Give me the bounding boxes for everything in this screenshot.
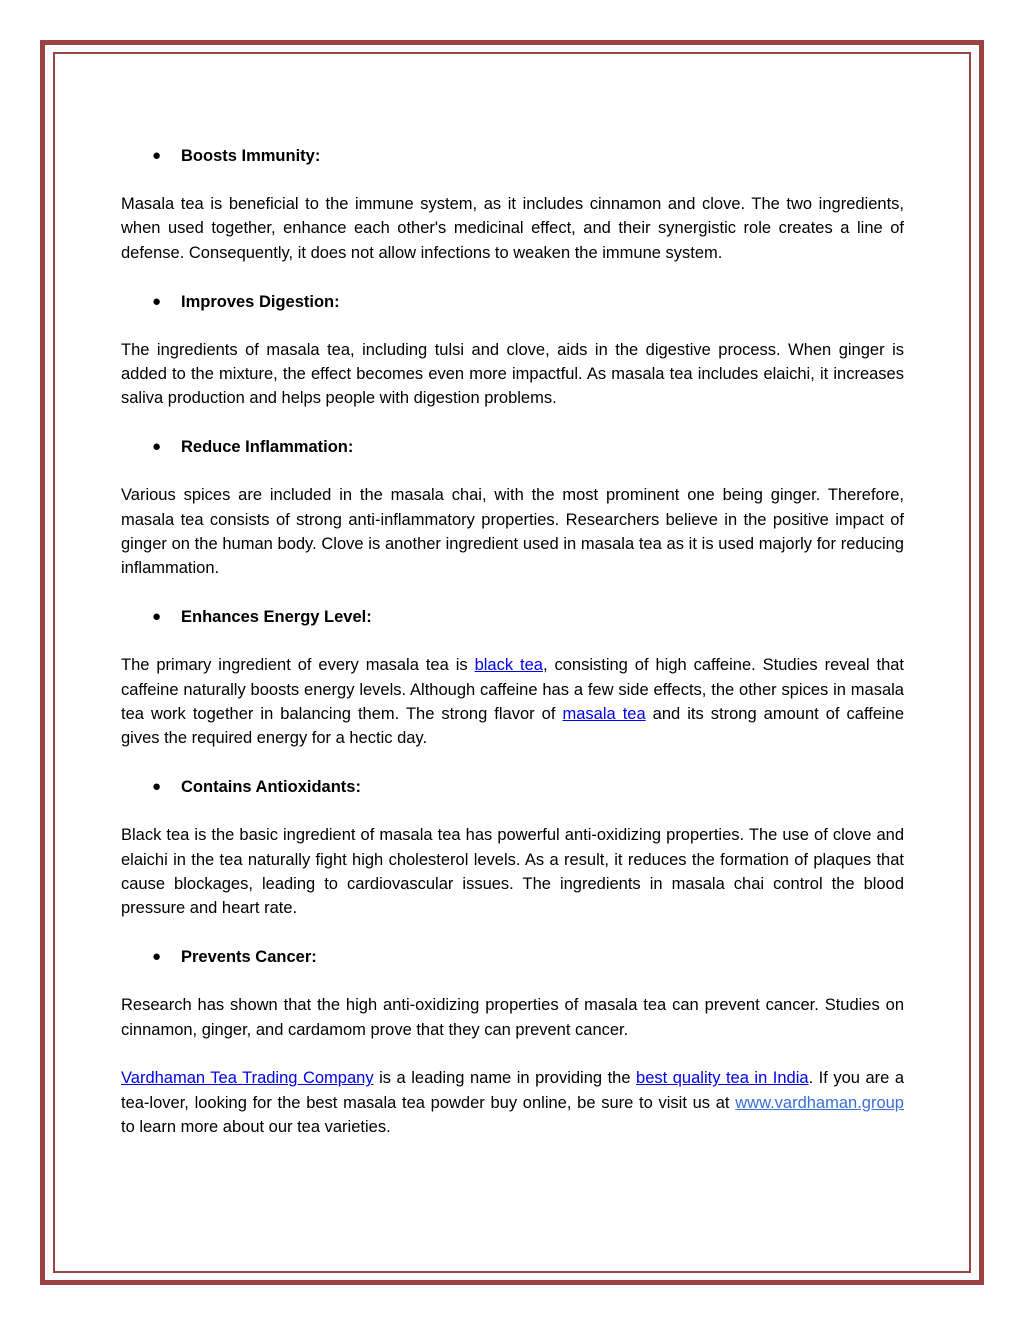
document-body bbox=[121, 144, 904, 1164]
section-paragraph bbox=[121, 653, 904, 751]
section-paragraph: The ingredients of masala tea, including tulsi and clove, aids in the digestive process. When ginger is added to the mixture, the effect becomes even more impactful. As masala tea includes elaichi, it increases saliva production and helps people with digestion problems. bbox=[121, 340, 904, 408]
bullet-dot-icon: ● bbox=[152, 292, 162, 310]
bullet-dot-icon: ● bbox=[152, 438, 162, 456]
best-quality-tea-link[interactable]: best quality tea in India bbox=[636, 1069, 809, 1088]
bullet-dot-icon: ● bbox=[152, 778, 162, 796]
section-paragraph: Masala tea is beneficial to the immune system, as it includes cinnamon and clove. The two ingredients, when used together, enhance each other's medicinal effect, and their synergistic role creates a line of defense. Consequently, it does not allow infections to weaken the immune system. bbox=[121, 195, 904, 262]
bullet-heading bbox=[121, 290, 904, 314]
section-title: Boosts Immunity: bbox=[181, 147, 321, 165]
website-link[interactable]: www.vardhaman.group bbox=[735, 1093, 904, 1112]
paragraph-text: is a leading name in providing the bbox=[373, 1069, 637, 1088]
masala-tea-link[interactable]: masala tea bbox=[562, 705, 646, 724]
bullet-heading bbox=[121, 435, 904, 459]
bullet-heading bbox=[121, 775, 904, 799]
bullet-heading bbox=[121, 144, 904, 168]
paragraph-text: . If you are a tea-lover, looking for the best masala tea powder buy online, be sure to visit us at bbox=[121, 1069, 905, 1112]
section-title: Improves Digestion: bbox=[181, 292, 340, 311]
section-title: Enhances Energy Level: bbox=[181, 608, 372, 627]
paragraph-text: to learn more about our tea varieties. bbox=[121, 1118, 391, 1137]
paragraph-text: , consisting of high caffeine. Studies reveal that caffeine naturally boosts energy levels. Although caffeine has a few side effects, the other spices in masala tea work together in balancing them. The strong flavor of bbox=[121, 656, 905, 724]
section-title: Contains Antioxidants: bbox=[181, 778, 361, 797]
section-paragraph: Various spices are included in the masala chai, with the most prominent one being ginger. Therefore, masala tea consists of strong anti-inflammatory properties. Researchers believe in the positive impact of ginger on the human body. Clove is another ingredient used in masala tea as it is used majorly for reducing inflammation. bbox=[121, 486, 904, 578]
company-link[interactable]: Vardhaman Tea Trading Company bbox=[121, 1069, 374, 1088]
section-paragraph: Research has shown that the high anti-oxidizing properties of masala tea can prevent cancer. Studies on cinnamon, ginger, and cardamom prove that they can prevent cancer. bbox=[121, 996, 904, 1039]
paragraph-text: The primary ingredient of every masala tea is bbox=[121, 656, 475, 675]
bullet-heading bbox=[121, 605, 904, 629]
section-title: Reduce Inflammation: bbox=[181, 438, 354, 457]
section-paragraph: Black tea is the basic ingredient of masala tea has powerful anti-oxidizing properties. The use of clove and elaichi in the tea naturally fight high cholesterol levels. As a result, it reduces the formation of plaques that cause blockages, leading to cardiovascular issues. The ingredients in masala chai control the blood pressure and heart rate. bbox=[121, 826, 904, 918]
closing-paragraph bbox=[121, 1066, 904, 1139]
bullet-heading bbox=[121, 945, 904, 969]
paragraph-text: and its strong amount of caffeine gives the required energy for a hectic day. bbox=[121, 705, 905, 748]
bullet-dot-icon: ● bbox=[152, 147, 162, 164]
black-tea-link[interactable]: black tea bbox=[474, 656, 543, 675]
section-title: Prevents Cancer: bbox=[181, 948, 317, 967]
bullet-dot-icon: ● bbox=[152, 948, 162, 966]
bullet-dot-icon: ● bbox=[152, 608, 162, 626]
